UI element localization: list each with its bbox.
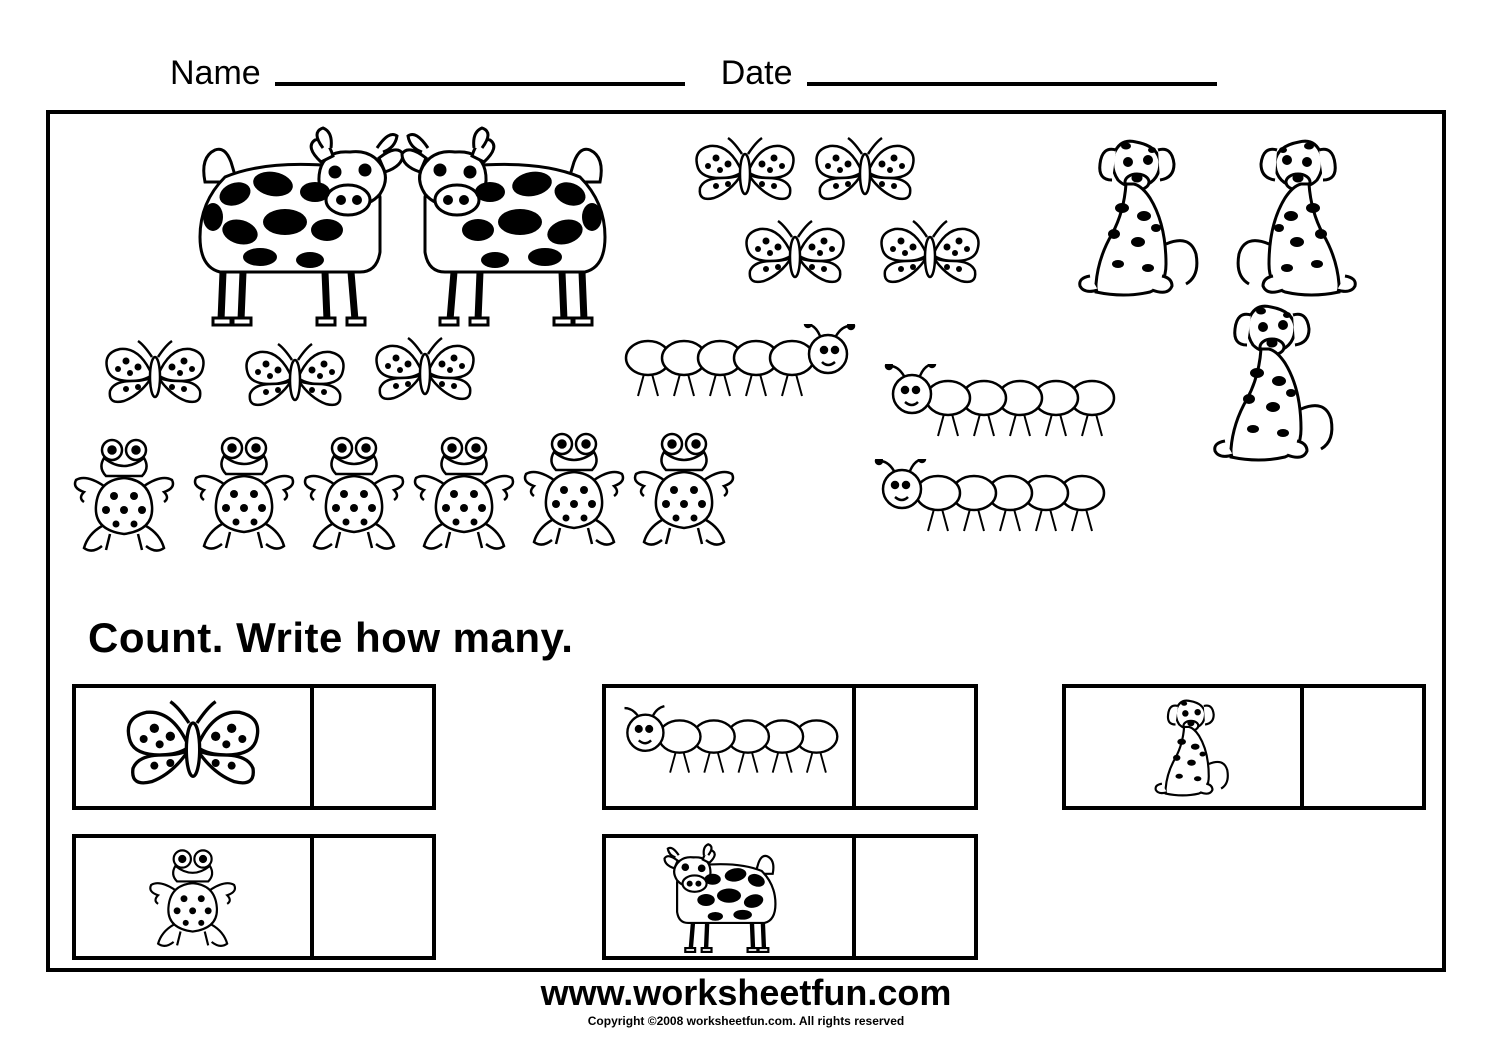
frog-figure [300, 432, 410, 552]
dog-figure [1175, 289, 1345, 474]
butterfly-figure [100, 339, 210, 411]
worksheet-header [0, 38, 1492, 94]
answer-input-caterpillar[interactable] [856, 688, 974, 806]
caterpillar-icon [606, 688, 856, 806]
dog-icon [1066, 688, 1304, 806]
cow-figure [165, 122, 405, 327]
worksheet-frame [46, 110, 1446, 972]
date-label: Date [720, 54, 793, 92]
answer-input-cow[interactable] [856, 838, 974, 956]
dog-figure [1225, 124, 1395, 309]
site-url: www.worksheetfun.com [540, 972, 952, 1013]
butterfly-figure [370, 336, 480, 408]
caterpillar-figure [880, 364, 1120, 454]
butterfly-figure [875, 219, 985, 291]
butterfly-figure [810, 136, 920, 208]
caterpillar-figure [870, 459, 1110, 549]
answer-input-butterfly[interactable] [314, 688, 432, 806]
butterfly-figure [240, 342, 350, 414]
cow-icon [606, 838, 856, 956]
answer-input-frog[interactable] [314, 838, 432, 956]
caterpillar-figure [620, 324, 860, 414]
answer-input-dog[interactable] [1304, 688, 1422, 806]
butterfly-figure [690, 136, 800, 208]
name-write-line[interactable] [275, 82, 685, 86]
date-write-line[interactable] [807, 82, 1217, 86]
answer-row-frog [72, 834, 436, 960]
answer-row-butterfly [72, 684, 436, 810]
butterfly-icon [76, 688, 314, 806]
frog-figure [410, 432, 520, 552]
frog-figure [70, 434, 180, 554]
answer-row-dog [1062, 684, 1426, 810]
butterfly-figure [740, 219, 850, 291]
answer-row-cow [602, 834, 978, 960]
frog-figure [190, 432, 300, 552]
picture-area [50, 114, 1442, 604]
cow-figure [400, 122, 640, 327]
frog-figure [520, 428, 630, 548]
name-label: Name [170, 54, 261, 92]
frog-icon [76, 838, 314, 956]
answer-row-caterpillar [602, 684, 978, 810]
frog-figure [630, 428, 740, 548]
answer-grid [50, 674, 1442, 974]
copyright-notice: Copyright ©2008 worksheetfun.com. All rights reserved [587, 1014, 905, 1028]
dog-figure [1040, 124, 1210, 309]
page-title: Count. Write how many. [88, 614, 574, 661]
